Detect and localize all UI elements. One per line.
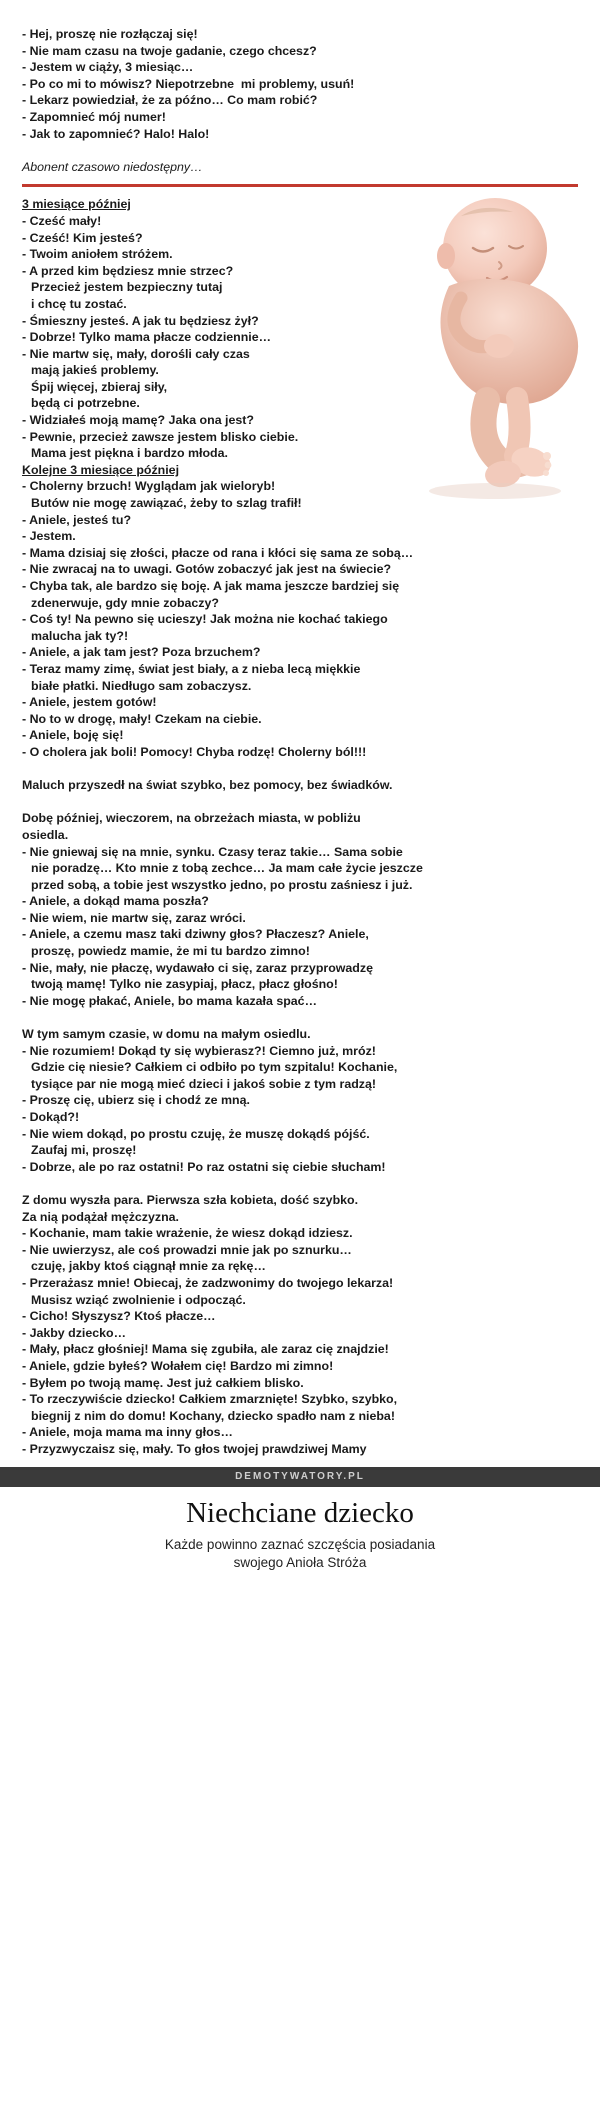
story-line: - Śmieszny jesteś. A jak tu będziesz żył? (22, 313, 259, 328)
footer-subtitle-line-2: swojego Anioła Stróża (233, 1555, 367, 1571)
story-line: - Nie zwracaj na to uwagi. Gotów zobaczyć jak jest na świecie? (22, 562, 392, 577)
story-line: Przecież jestem bezpieczny tutaj (31, 280, 223, 295)
spacer-line (22, 1175, 578, 1192)
story-line: mają jakieś problemy. (31, 363, 159, 378)
story-line: - Nie wiem dokąd, po prostu czuję, że muszę dokądś pójść. (22, 1126, 370, 1141)
story-line: i chcę tu zostać. (31, 296, 127, 311)
story-line: - Nie mogę płakać, Aniele, bo mama kazała spać… (22, 993, 317, 1008)
footer-subtitle (0, 1536, 600, 1572)
story-line: - To rzeczywiście dziecko! Całkiem zmarznięte! Szybko, szybko, (22, 1392, 398, 1407)
story-line: malucha jak ty?! (31, 628, 129, 643)
story-line: - Dobrze, ale po raz ostatni! Po raz ostatni się ciebie słucham! (22, 1159, 386, 1174)
story-text-column (22, 26, 578, 1457)
story-line: - Kochanie, mam takie wrażenie, że wiesz dokąd idziesz. (22, 1226, 353, 1241)
story-line: nie poradzę… Kto mnie z tobą zechce… Ja mam całe życie jeszcze (31, 861, 423, 876)
story-line: - Chyba tak, ale bardzo się boję. A jak mama jeszcze bardziej się (22, 579, 400, 593)
story-line: - Nie mam czasu na twoje gadanie, czego chcesz? (22, 43, 317, 58)
story-line: - Twoim aniołem stróżem. (22, 247, 173, 262)
story-line: osiedla. (22, 827, 69, 842)
footer-title: Niechciane dziecko (186, 1497, 414, 1530)
story-line: - Byłem po twoją mamę. Jest już całkiem blisko. (22, 1375, 304, 1390)
story-line: - Jakby dziecko… (22, 1325, 126, 1340)
story-line: - Jestem w ciąży, 3 miesiąc… (22, 60, 194, 75)
story-line: - Aniele, a czemu masz taki dziwny głos? Płaczesz? Aniele, (22, 927, 369, 942)
story-line: - Aniele, gdzie byłeś? Wołałem cię! Bardzo mi zimno! (22, 1358, 334, 1373)
spacer-line (22, 142, 578, 159)
story-line: Kolejne 3 miesiące później (22, 462, 180, 477)
story-line: - O cholera jak boli! Pomocy! Chyba rodzę! Cholerny ból!!! (22, 744, 367, 759)
story-line: - Nie, mały, nie płaczę, wydawało ci się, zaraz przyprowadzę (22, 960, 373, 975)
spacer-line (22, 1009, 578, 1026)
story-line: zdenerwuje, gdy mnie zobaczy? (31, 595, 219, 610)
story-line: - Nie gniewaj się na mnie, synku. Czasy teraz takie… Sama sobie (22, 844, 403, 859)
story-line: Butów nie mogę zawiązać, żeby to szlag trafił! (31, 496, 302, 511)
story-line: - Przerażasz mnie! Obiecaj, że zadzwonimy do twojego lekarza! (22, 1275, 394, 1290)
story-line: - Pewnie, przecież zawsze jestem blisko ciebie. (22, 429, 299, 444)
story-line: twoją mamę! Tylko nie zasypiaj, płacz, płacz głośno! (31, 977, 338, 992)
story-line: - Nie martw się, mały, dorośli cały czas (22, 346, 250, 361)
spacer-line (22, 794, 578, 811)
story-line: - Cześć mały! (22, 213, 102, 228)
story-line: Śpij więcej, zbieraj siły, (31, 379, 168, 394)
footer-subtitle-line-1: Każde powinno zaznać szczęścia posiadania (164, 1537, 436, 1553)
story-line: - Aniele, moja mama ma inny głos… (22, 1425, 233, 1440)
story-line: - Coś ty! Na pewno się ucieszy! Jak można nie kochać takiego (22, 612, 388, 627)
story-line: - Aniele, a dokąd mama poszła? (22, 894, 209, 909)
story-line: Mama jest piękna i bardzo młoda. (31, 446, 228, 461)
story-line: - Nie uwierzysz, ale coś prowadzi mnie jak po sznurku… (22, 1242, 352, 1257)
story-line: proszę, powiedz mamie, że mi tu bardzo zimno! (31, 944, 310, 959)
story-line: - Zapomnieć mój numer! (22, 109, 166, 124)
story-line: - Cholerny brzuch! Wyglądam jak wieloryb! (22, 479, 276, 494)
story-line: Gdzie cię niesie? Całkiem ci odbiło po tym szpitalu! Kochanie, (31, 1060, 398, 1075)
story-line: Maluch przyszedł na świat szybko, bez pomocy, bez świadków. (22, 778, 393, 793)
story-line: przed sobą, a tobie jest wszystko jedno, po prostu zaśniesz i już. (31, 877, 413, 892)
story-line: - Teraz mamy zimę, świat jest biały, a z nieba lecą miękkie (22, 661, 361, 676)
story-line: - Aniele, a jak tam jest? Poza brzuchem? (22, 645, 261, 660)
story-line: - Nie wiem, nie martw się, zaraz wróci. (22, 910, 246, 925)
story-line: - Proszę cię, ubierz się i chodź ze mną. (22, 1093, 250, 1108)
story-line: - No to w drogę, mały! Czekam na ciebie. (22, 711, 262, 726)
story-line: - Cześć! Kim jesteś? (22, 230, 143, 245)
story-line: będą ci potrzebne. (31, 396, 140, 411)
story-line: Abonent czasowo niedostępny… (22, 159, 203, 174)
story-line: Z domu wyszła para. Pierwsza szła kobieta, dość szybko. (22, 1192, 359, 1207)
story-line: - Jestem. (22, 529, 76, 544)
story-line: - Nie rozumiem! Dokąd ty się wybierasz?! Ciemno już, mróz! (22, 1043, 376, 1058)
story-line: - Po co mi to mówisz? Niepotrzebne mi problemy, usuń! (22, 76, 355, 91)
story-line: Za nią podążał mężczyzna. (22, 1209, 179, 1224)
story-line: tysiące par nie mogą mieć dzieci i jakoś sobie z tym radzą! (31, 1076, 377, 1091)
story-line: biegnij z nim do domu! Kochany, dziecko spadło nam z nieba! (31, 1408, 395, 1423)
story-line: - Cicho! Słyszysz? Ktoś płacze… (22, 1309, 216, 1324)
story-line: - Aniele, jestem gotów! (22, 695, 157, 710)
story-line: czuję, jakby ktoś ciągnął mnie za rękę… (31, 1259, 266, 1274)
story-line: Dobę później, wieczorem, na obrzeżach miasta, w pobliżu (22, 811, 361, 826)
story-line: białe płatki. Niedługo sam zobaczysz. (31, 678, 252, 693)
story-line: - Aniele, jesteś tu? (22, 512, 132, 527)
story-line: - Mały, płacz głośniej! Mama się zgubiła, ale zaraz cię znajdzie! (22, 1342, 389, 1357)
story-line: - A przed kim będziesz mnie strzec? (22, 263, 234, 278)
story-line: - Aniele, boję się! (22, 728, 124, 743)
story-line: - Widziałeś moją mamę? Jaka ona jest? (22, 413, 254, 428)
story-line: - Dokąd?! (22, 1110, 80, 1124)
story-line: - Przyzwyczaisz się, mały. To głos twojej prawdziwej Mamy (22, 1441, 367, 1456)
story-line: - Jak to zapomnieć? Halo! Halo! (22, 126, 210, 141)
story-line: W tym samym czasie, w domu na małym osiedlu. (22, 1027, 311, 1042)
story-line: 3 miesiące później (22, 197, 131, 212)
story-line: - Dobrze! Tylko mama płacze codziennie… (22, 330, 272, 345)
spacer-line (22, 761, 578, 778)
story-line: - Lekarz powiedział, że za późno… Co mam robić? (22, 93, 318, 108)
demotivator-footer (0, 1487, 600, 1590)
story-line: - Mama dzisiaj się złości, płacze od rana i kłóci się sama ze sobą… (22, 545, 414, 560)
story-line: - Hej, proszę nie rozłączaj się! (22, 27, 198, 41)
story-line: Musisz wziąć zwolnienie i odpocząć. (31, 1292, 246, 1307)
watermark-bar: DEMOTYWATORY.PL (0, 1467, 600, 1487)
section-divider (22, 184, 578, 187)
story-line: Zaufaj mi, proszę! (31, 1143, 137, 1158)
